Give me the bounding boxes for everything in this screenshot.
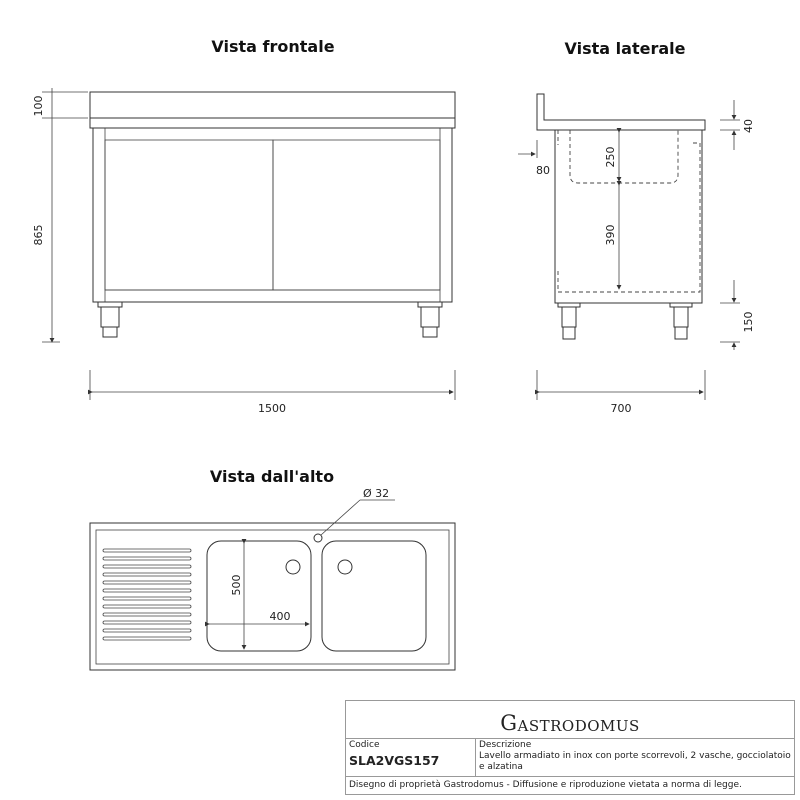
drainer-groove [103,549,191,552]
tap-hole [314,534,322,542]
worktop-outline [90,523,455,670]
drainer-groove [103,565,191,568]
gastrodomus-logo: G ASTRODOMUS [346,701,794,739]
drainer-groove [103,597,191,600]
drainer-groove [103,629,191,632]
drainer-groove [103,605,191,608]
dim-150: 150 [742,311,755,333]
drainer-groove [103,621,191,624]
copyright-notice: Disegno di proprietà Gastrodomus - Diffusione e riproduzione vietata a norma di legge. [349,780,742,790]
front-view [32,37,455,415]
side-view-title: Vista laterale [564,39,686,58]
dim-80: 80 [536,164,550,177]
splashback [90,92,455,118]
drain-right [338,560,352,574]
drain-left [286,560,300,574]
drainer-groove [103,557,191,560]
drainer-groove [103,573,191,576]
basin-left [207,541,311,651]
dim-250: 250 [604,146,617,168]
code-cell [346,739,476,776]
sliding-door-left [105,140,273,290]
dim-700: 700 [610,402,632,415]
product-description: Lavello armadiato in inox con porte scorrevoli, 2 vasche, gocciolatoio e alzatina [479,751,791,772]
dim-865: 865 [32,224,45,246]
legs [98,302,442,337]
dim-diameter-32: Ø 32 [363,487,390,500]
product-code: SLA2VGS157 [349,753,440,768]
splashback-worktop-profile [537,94,705,130]
basin-right [322,541,426,651]
dim-390: 390 [604,224,617,246]
worktop [90,118,455,128]
drainer-groove [103,589,191,592]
front-view-title: Vista frontale [211,37,335,56]
dim-100: 100 [32,95,45,117]
drainer-grooves [103,549,191,640]
side-body [555,130,702,303]
basin-hidden [570,130,678,183]
dim-40: 40 [742,119,755,133]
dim-400: 400 [269,610,291,623]
title-block [345,700,795,795]
side-view [518,39,755,415]
description-label: Descrizione [479,740,532,750]
top-view [90,467,455,670]
dim-1500: 1500 [258,402,286,415]
drainer-groove [103,581,191,584]
description-cell [476,739,794,776]
dim-500: 500 [230,574,243,596]
code-description-row [346,739,794,777]
cabinet-body [93,128,452,302]
top-view-title: Vista dall'alto [209,467,335,486]
code-label: Codice [349,740,380,750]
drainer-groove [103,637,191,640]
sliding-door-right [273,140,440,290]
drainer-groove [103,613,191,616]
